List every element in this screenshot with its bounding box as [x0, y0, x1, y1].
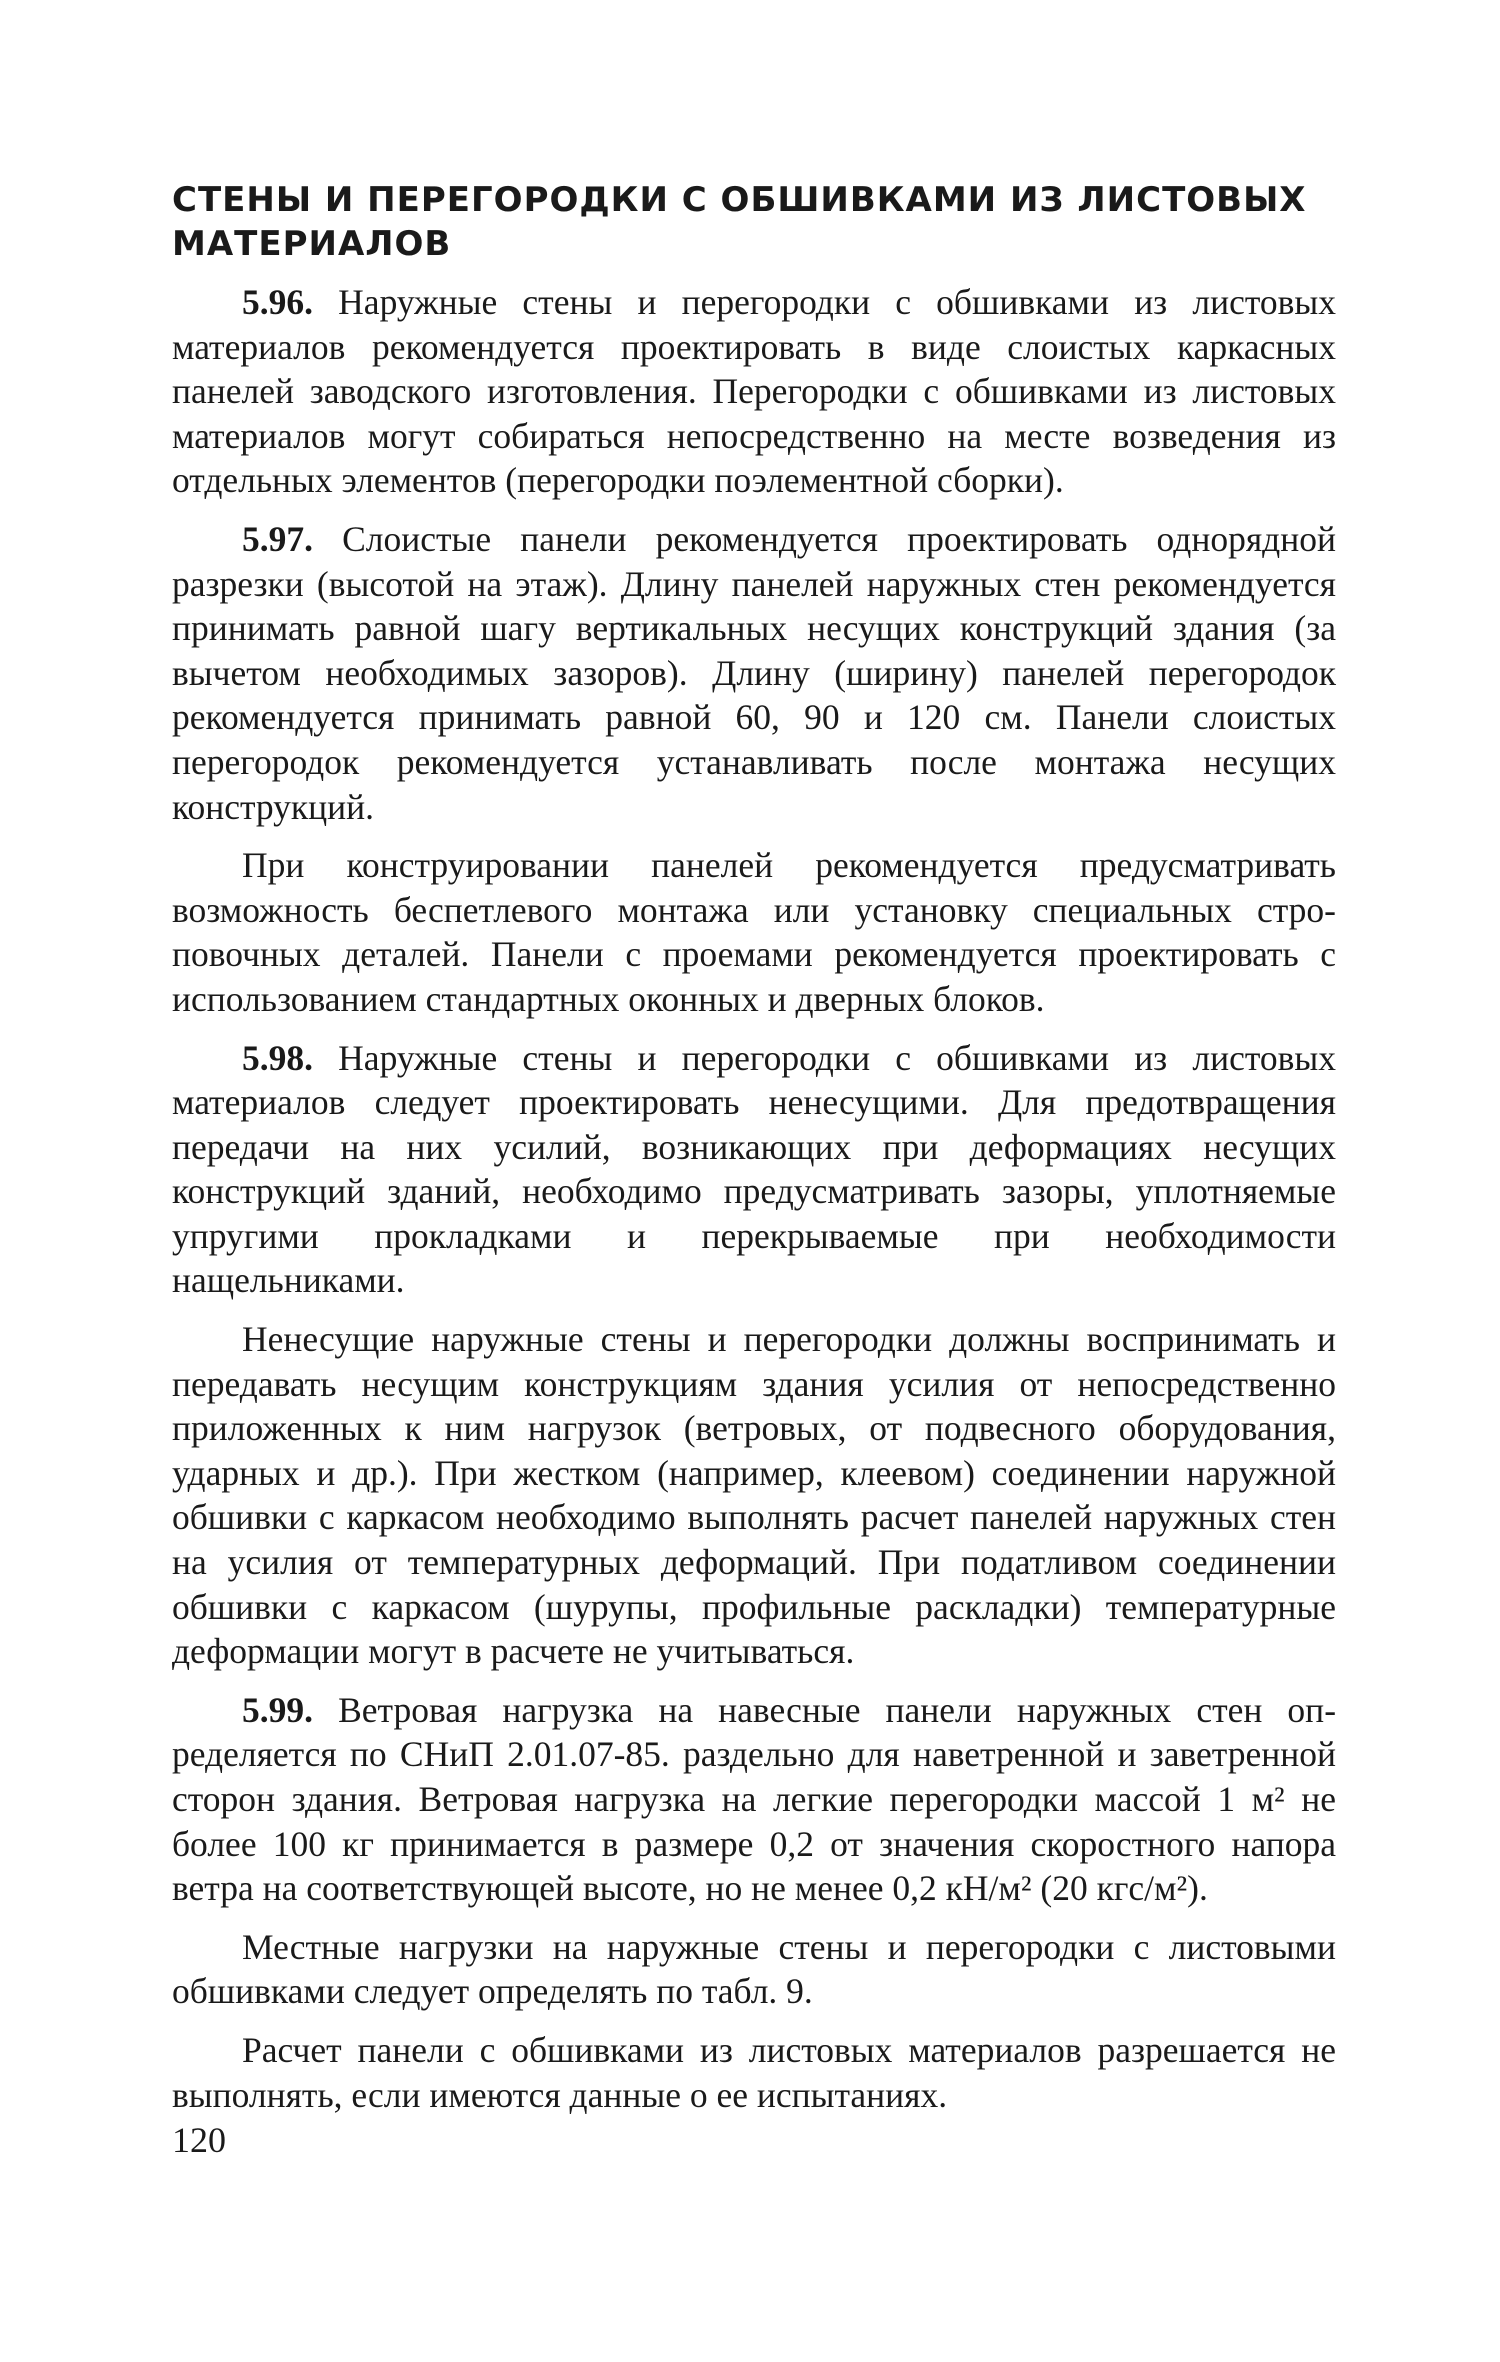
paragraph-5-98: [172, 1036, 1336, 1304]
paragraph-5-97: [172, 517, 1336, 829]
paragraph-5-97-continued: [172, 843, 1336, 1021]
page-content: [172, 178, 1336, 2131]
clause-number: 5.96.: [242, 282, 313, 322]
clause-number: 5.99.: [242, 1689, 313, 1730]
paragraph-5-96: [172, 280, 1336, 503]
clause-number: 5.98.: [242, 1037, 313, 1078]
paragraph-text: При конструировании панелей рекомендуется предусматривать возможность беспетлевого монтажа или установку специальных строповочных деталей. Панели с проемами рекомендуется проектировать с использованием стандартных оконных и дверных блоков.: [172, 845, 1336, 1019]
paragraph-5-99-local-loads: [172, 1925, 1336, 2014]
page-number: 120: [172, 2120, 226, 2160]
paragraph-text: Ветровая нагрузка на навесные панели наружных стен определяется по СНиП 2.01.07-85. раздельно для наветренной и заветренной сторон здания. Ветровая нагрузка на легкие перегородки массой 1 м² не более 100 кг принимается в размере 0,2 от значения скоростного напора ветра на соответствующей высоте, но не менее 0,2 кН/м² (20 кгс/м²).: [172, 1689, 1337, 1909]
clause-number: 5.97.: [242, 518, 313, 559]
paragraph-text: Наружные стены и перегородки с обшивками из листовых материалов следует проектировать ненесущими. Для предотвращения передачи на них усилий, возникающих при деформациях несущих конструкций зданий, необходимо предусматривать зазоры, уплотняемые упругими прокладками и перекрываемые при необходимости нащельниками.: [172, 1037, 1337, 1301]
paragraph-text: Наружные стены и перегородки с обшивками из листовых материалов рекомендуется проектировать в виде слоистых каркасных панелей заводского изготовления. Перегородки с обшивками из листовых материалов могут собираться непосредственно на месте возведения из отдельных элементов (перегородки поэлементной сборки).: [172, 282, 1337, 501]
paragraph-5-98-continued: [172, 1317, 1336, 1674]
paragraph-text: Расчет панели с обшивками из листовых материалов разрешается не выполнять, если имеются данные о ее испытаниях.: [172, 2029, 1336, 2115]
section-heading: СТЕНЫ И ПЕРЕГОРОДКИ С ОБШИВКАМИ ИЗ ЛИСТОВЫХ МАТЕРИАЛОВ: [172, 180, 1307, 264]
paragraph-5-99: [172, 1688, 1336, 1911]
paragraph-text: Ненесущие наружные стены и перегородки должны воспринимать и передавать несущим конструкциям здания усилия от непосредственно приложенных к ним нагрузок (ветровых, от подвесного оборудования, ударных и др.). При жестком (например, клеевом) соединении наружной обшивки с каркасом необходимо выполнять расчет панелей наружных стен на усилия от температурных деформаций. При податливом соединении обшивки с каркасом (шурупы, профильные раскладки) температурные деформации могут в расчете не учитываться.: [172, 1319, 1336, 1672]
paragraph-5-99-testing: [172, 2028, 1336, 2117]
paragraph-text: Местные нагрузки на наружные стены и перегородки с листовыми обшивками следует определять по табл. 9.: [172, 1926, 1336, 2012]
paragraph-text: Слоистые панели рекомендуется проектировать однорядной разрезки (высотой на этаж). Длину панелей наружных стен рекомендуется принимать равной шагу вертикальных несущих конструкций здания (за вычетом необходимых зазоров). Длину (ширину) панелей перегородок рекомендуется принимать равной 60, 90 и 120 см. Панели слоистых перегородок рекомендуется устанавливать после монтажа несущих конструкций.: [172, 518, 1336, 827]
